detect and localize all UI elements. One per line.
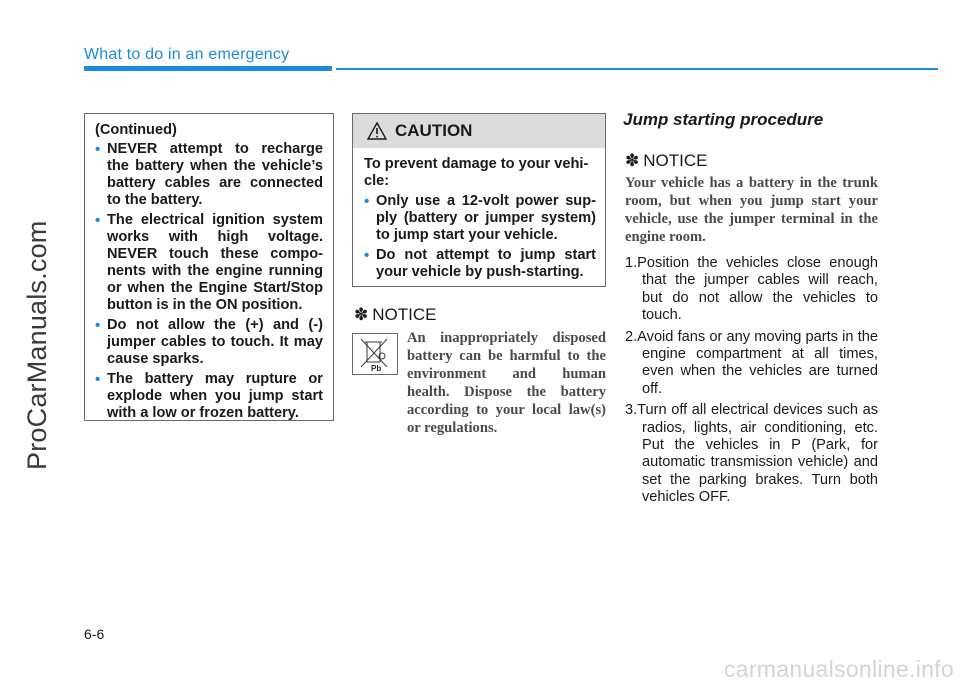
caution-box	[352, 113, 606, 287]
crossed-bin-icon	[353, 334, 397, 374]
jump-step: 3.Turn off all electrical devices such as radios, lights, air conditioning, etc. Put the vehicles in P (Park, for automatic transmission vehicle) and set the parking brakes. Turn both vehicles OFF.	[625, 402, 878, 506]
warning-bullet: • NEVER attempt to recharge the battery when the vehicle’s battery cables are connected to the battery.	[95, 141, 323, 209]
warning-triangle-icon	[367, 122, 387, 140]
caution-header	[353, 114, 605, 148]
warning-bullet: • The electrical ignition system works with high voltage. NEVER touch these compo-nents with the engine running or when the Engine Start/Stop button is in the ON position.	[95, 212, 323, 314]
jump-step: 1.Position the vehicles close enough that the jumper cables will reach, but do not allow the vehicles to touch.	[625, 255, 878, 324]
caution-bullet: • Do not attempt to jump start your vehicle by push-starting.	[364, 247, 596, 281]
jump-step: 2.Avoid fans or any moving parts in the engine compartment at all times, even when the vehicles are turned off.	[625, 328, 878, 397]
notice-star-icon: ✽	[625, 151, 640, 170]
warning-bullet-list	[95, 141, 323, 422]
notice-star-icon: ✽	[354, 305, 369, 324]
caution-body	[353, 148, 605, 281]
page-number: 6-6	[84, 626, 105, 642]
disposal-notice-title	[354, 305, 436, 325]
caution-bullet-list	[364, 193, 596, 281]
side-watermark: ProCarManuals.com	[22, 220, 52, 470]
caution-bullet: • Only use a 12-volt power sup-ply (battery or jumper system) to jump start your vehicle.	[364, 193, 596, 244]
caution-intro: To prevent damage to your vehi-cle:	[364, 156, 589, 189]
section-title: What to do in an emergency	[84, 46, 290, 63]
jump-steps	[625, 255, 878, 511]
jump-notice-title	[625, 151, 707, 171]
header-rule-thick	[84, 66, 332, 71]
disposal-notice-text: An inappropriately disposed battery can be harmful to the environment and human health. Dispose the battery according to your local law(s) or regulations.	[407, 330, 606, 436]
battery-disposal-symbol	[352, 333, 398, 375]
pb-label: Pb	[371, 364, 382, 373]
jump-step-list	[625, 255, 878, 507]
jump-notice-label: NOTICE	[643, 151, 708, 170]
continued-label: (Continued)	[95, 122, 177, 138]
jump-notice-text: Your vehicle has a battery in the trunk room, but when you jump start your vehicle, use the jumper terminal in the engine room.	[625, 175, 878, 245]
warning-bullet: • The battery may rupture or explode when you jump start with a low or frozen battery.	[95, 371, 323, 422]
caution-title: CAUTION	[395, 121, 473, 140]
footer-watermark: carmanualsonline.info	[723, 656, 954, 682]
disposal-notice-label: NOTICE	[372, 305, 437, 324]
warning-bullet: • Do not allow the (+) and (-) jumper cables to touch. It may cause sparks.	[95, 317, 323, 368]
warning-continued-box	[84, 113, 334, 421]
header-rule-thin	[336, 68, 938, 70]
jump-starting-heading: Jump starting procedure	[623, 110, 824, 129]
